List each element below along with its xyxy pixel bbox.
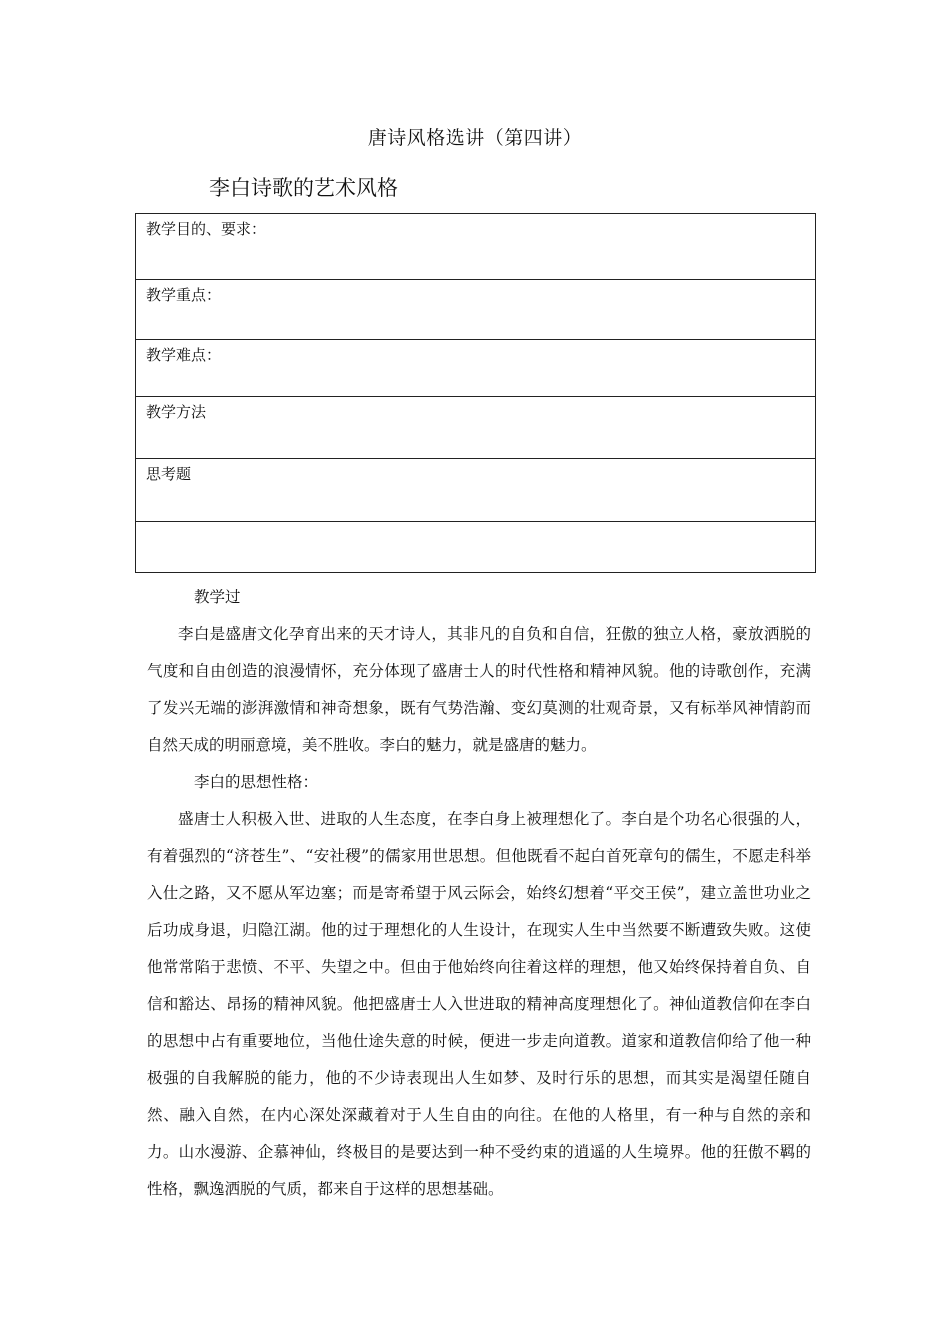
table-row-questions bbox=[136, 459, 815, 522]
document-title: 唐诗风格选讲（第四讲） bbox=[367, 127, 583, 149]
body-text bbox=[147, 579, 811, 1208]
section-heading: 教学过 bbox=[194, 588, 241, 606]
row-label: 思考题 bbox=[146, 465, 192, 483]
table-row-methods bbox=[136, 397, 815, 459]
table-row-key-points bbox=[136, 280, 815, 340]
table-row-difficulties bbox=[136, 340, 815, 397]
table-row-objectives bbox=[136, 214, 815, 280]
subheading-thought: 李白的思想性格： bbox=[194, 773, 319, 791]
row-label: 教学目的、要求： bbox=[146, 220, 267, 238]
row-label: 教学重点： bbox=[146, 286, 222, 304]
document-subtitle: 李白诗歌的艺术风格 bbox=[209, 176, 398, 200]
lesson-plan-table bbox=[135, 213, 816, 573]
row-label: 教学难点： bbox=[146, 346, 222, 364]
paragraph-thought: 盛唐士人积极入世、进取的人生态度，在李白身上被理想化了。李白是个功名心很强的人，有着强烈的“济苍生”、“安社稷”的儒家用世思想。但他既看不起白首死章句的儒生，不愿走科举入仕之路，又不愿从军边塞；而是寄希望于风云际会，始终幻想着“平交王侯”，建立盖世功业之后功成身退，归隐江湖。他的过于理想化的人生设计，在现实人生中当然要不断遭致失败。这使他常常陷于悲愤、不平、失望之中。但由于他始终向往着这样的理想，他又始终保持着自负、自信和豁达、昂扬的精神风貌。他把盛唐士人入世进取的精神高度理想化了。神仙道教信仰在李白的思想中占有重要地位，当他仕途失意的时候，便进一步走向道教。道家和道教信仰给了他一种极强的自我解脱的能力，他的不少诗表现出人生如梦、及时行乐的思想，而其实是渴望任随自然、融入自然，在内心深处深藏着对于人生自由的向往。在他的人格里，有一种与自然的亲和力。山水漫游、企慕神仙，终极目的是要达到一种不受约束的逍遥的人生境界。他的狂傲不羁的性格，飘逸洒脱的气质，都来自于这样的思想基础。 bbox=[147, 810, 811, 1198]
table-row-empty bbox=[136, 522, 815, 572]
paragraph-intro: 李白是盛唐文化孕育出来的天才诗人，其非凡的自负和自信，狂傲的独立人格，豪放洒脱的气度和自由创造的浪漫情怀，充分体现了盛唐士人的时代性格和精神风貌。他的诗歌创作，充满了发兴无端的澎湃激情和神奇想象，既有气势浩瀚、变幻莫测的壮观奇景，又有标举风神情韵而自然天成的明丽意境，美不胜收。李白的魅力，就是盛唐的魅力。 bbox=[147, 625, 811, 754]
row-label: 教学方法 bbox=[146, 403, 207, 421]
